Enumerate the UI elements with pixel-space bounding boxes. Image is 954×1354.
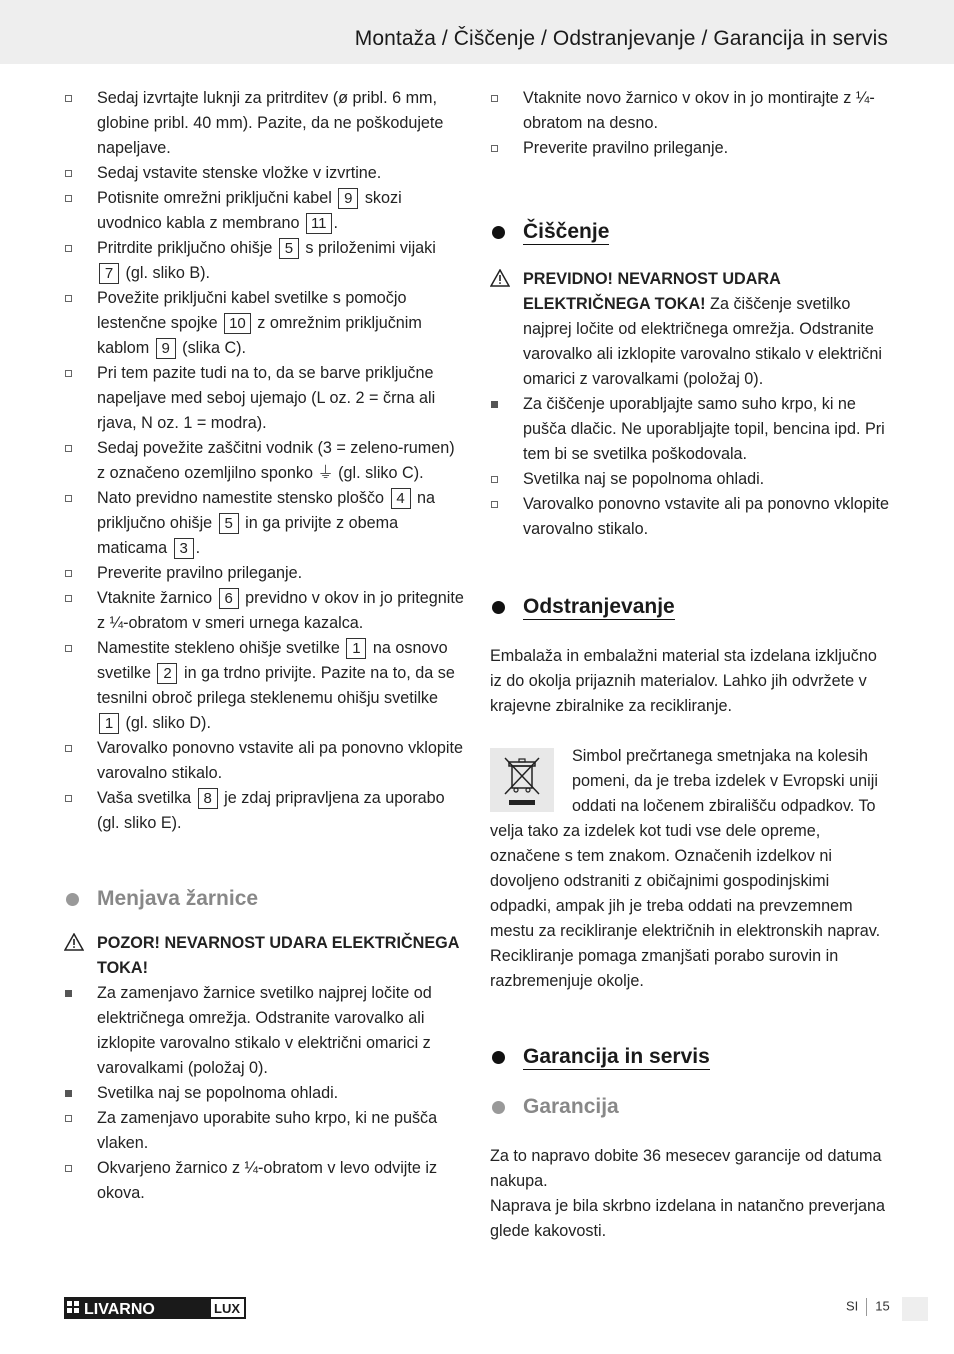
filled-square-bullet-icon [491, 401, 498, 408]
part-number-box: 2 [157, 663, 177, 684]
page-number: 15 [875, 1298, 890, 1314]
item-text: Preverite pravilno prileganje. [97, 564, 303, 582]
square-bullet-icon [65, 95, 72, 102]
filled-square-bullet-icon [65, 1090, 72, 1097]
item-text: skozi uvodnico kabla z membrano [97, 189, 402, 232]
item-text: Za čiščenje uporabljajte samo suho krpo, ki ne pušča dlačic. Ne uporabljajte topil, bencina ipd. Pri tem bi se svetilka poškodovala. [523, 395, 885, 463]
part-number-box: 1 [346, 638, 366, 659]
square-bullet-icon [65, 645, 72, 652]
part-number-box: 3 [174, 538, 194, 559]
list-item [64, 586, 464, 636]
square-bullet-icon [491, 95, 498, 102]
item-text: s priloženimi vijaki [300, 239, 436, 257]
list-item [64, 1156, 464, 1206]
item-text: Okvarjeno žarnico z ¼-obratom v levo odvijte iz okova. [97, 1159, 438, 1202]
lamp-change-steps-list [64, 981, 464, 1206]
cleaning-heading: Čiščenje [490, 217, 890, 247]
warranty-paragraph-2: Naprava je bila skrbno izdelana in natančno preverjana glede kakovosti. [490, 1197, 886, 1240]
page-number-area [846, 1298, 890, 1316]
right-steps-list [490, 86, 890, 161]
bullet-dot-icon [492, 601, 505, 614]
square-bullet-icon [65, 570, 72, 577]
list-item [64, 981, 464, 1081]
filled-square-bullet-icon [65, 990, 72, 997]
list-item [64, 561, 464, 586]
part-number-box: 4 [391, 488, 411, 509]
crossed-bin-icon [490, 748, 554, 812]
disposal-paragraph: Embalaža in embalažni material sta izdelana izključno iz do okolja prijaznih materialov. Lahko jih odvržete v krajevne zbiralnike za recikliranje. [490, 647, 877, 715]
square-bullet-icon [65, 245, 72, 252]
square-bullet-icon [65, 795, 72, 802]
bullet-dot-icon [66, 893, 79, 906]
list-item [64, 636, 464, 736]
warning-triangle-icon [490, 269, 510, 287]
item-text: Svetilka naj se popolnoma ohladi. [97, 1084, 339, 1102]
right-column [490, 86, 890, 1244]
list-item [490, 136, 890, 161]
list-item [490, 86, 890, 136]
list-item [490, 392, 890, 467]
item-text: Namestite stekleno ohišje svetilke [97, 639, 345, 657]
item-text: (gl. sliko D). [121, 714, 211, 732]
bullet-dot-icon [492, 226, 505, 239]
warranty-paragraph-1: Za to napravo dobite 36 mesecev garancije od datuma nakupa. [490, 1147, 882, 1190]
footer-tab [902, 1297, 928, 1321]
bullet-dot-icon [492, 1101, 505, 1114]
warranty-service-heading: Garancija in servis [490, 1042, 890, 1072]
item-text: . [333, 214, 339, 232]
item-text: Sedaj povežite zaščitni vodnik (3 = zeleno-rumen) z označeno ozemljilno sponko [97, 439, 455, 482]
square-bullet-icon [65, 295, 72, 302]
list-item [64, 436, 464, 486]
square-bullet-icon [491, 476, 498, 483]
item-text: Za zamenjavo uporabite suho krpo, ki ne pušča vlaken. [97, 1109, 438, 1152]
list-item [64, 1081, 464, 1106]
item-text: na priključno ohišje [97, 489, 436, 532]
item-text: Svetilka naj se popolnoma ohladi. [523, 470, 765, 488]
item-text: Povežite priključni kabel svetilke s pomočjo lestenčne spojke [97, 289, 407, 332]
item-text: (gl. sliko B). [121, 264, 211, 282]
square-bullet-icon [65, 445, 72, 452]
item-text: Sedaj vstavite stenske vložke v izvrtine. [97, 164, 382, 182]
item-text: Nato previdno namestite stensko ploščo [97, 489, 389, 507]
list-item [490, 467, 890, 492]
part-number-box: 5 [279, 238, 299, 259]
page-title: Montaža / Čiščenje / Odstranjevanje / Garancija in servis [354, 27, 888, 50]
part-number-box: 6 [219, 588, 239, 609]
page-header [0, 0, 954, 64]
assembly-steps-list [64, 86, 464, 836]
list-item [490, 492, 890, 542]
ground-symbol-icon: ⏚ [317, 464, 334, 482]
item-text: Za zamenjavo žarnice svetilko najprej ločite od električnega omrežja. Odstranite varovalko ali izklopite varovalno stikalo v električni omarici z varovalkami (položaj 0). [97, 984, 432, 1077]
item-text: (gl. sliko C). [333, 464, 424, 482]
list-item [64, 361, 464, 436]
item-text: Vtaknite novo žarnico v okov in jo montirajte z ¼-obratom na desno. [523, 89, 875, 132]
part-number-box: 7 [99, 263, 119, 284]
part-number-box: 9 [156, 338, 176, 359]
list-item [64, 286, 464, 361]
logo-text: LIVARNO [84, 1301, 155, 1318]
square-bullet-icon [65, 1115, 72, 1122]
disposal-heading: Odstranjevanje [490, 592, 890, 622]
list-item [64, 1106, 464, 1156]
list-item [64, 86, 464, 161]
list-item [64, 486, 464, 561]
part-number-box: 9 [338, 188, 358, 209]
item-text: Vtaknite žarnico [97, 589, 217, 607]
square-bullet-icon [65, 170, 72, 177]
part-number-box: 5 [219, 513, 239, 534]
square-bullet-icon [65, 195, 72, 202]
left-column [64, 86, 464, 1206]
weee-paragraph: Simbol prečrtanega smetnjaka na kolesih pomeni, da je treba izdelek v Evropski uniji oddati na ločenem zbirališču odpadkov. To velja tako za izdelek kot tudi vse dele opreme, označene s tem znakom. Označenih izdelkov ni dovoljeno odstraniti z običajnimi gospodinjskimi odpadki, ampak jih je treba oddati na prevzemnem mestu za recikliranje električnih in elektronskih naprav. Recikliranje pomaga zmanjšati porabo surovin in razbremenjuje okolje. [490, 747, 881, 990]
lamp-warning: POZOR! NEVARNOST UDARA ELEKTRIČNEGA TOKA! [64, 931, 464, 981]
square-bullet-icon [65, 1165, 72, 1172]
warning-triangle-icon [64, 933, 84, 951]
item-text: (slika C). [177, 339, 247, 357]
square-bullet-icon [491, 501, 498, 508]
item-text: Sedaj izvrtajte luknji za pritrditev (ø pribl. 6 mm, globine pribl. 40 mm). Pazite, da ne poškodujete napeljave. [97, 89, 444, 157]
item-text: in ga privijte z obema maticama [97, 514, 399, 557]
cleaning-steps-list [490, 392, 890, 542]
list-item [64, 186, 464, 236]
item-text: na osnovo svetilke [97, 639, 448, 682]
item-text: Varovalko ponovno vstavite ali pa ponovno vklopite varovalno stikalo. [523, 495, 889, 538]
list-item [64, 161, 464, 186]
bullet-dot-icon [492, 1051, 505, 1064]
item-text: Varovalko ponovno vstavite ali pa ponovno vklopite varovalno stikalo. [97, 739, 463, 782]
item-text: Potisnite omrežni priključni kabel [97, 189, 337, 207]
item-text: in ga trdno privijte. Pazite na to, da se tesnilni obroč prilega steklenemu ohišju svetilke [97, 664, 455, 707]
square-bullet-icon [65, 370, 72, 377]
item-text: Preverite pravilno prileganje. [523, 139, 729, 157]
cleaning-warning: PREVIDNO! NEVARNOST UDARA ELEKTRIČNEGA TOKA! Za čiščenje svetilko najprej ločite od električnega omrežja. Odstranite varovalko ali izklopite varovalno stikalo v električni omarici z varovalkami (položaj 0). [490, 267, 890, 392]
list-item [64, 786, 464, 836]
language-code: SI [846, 1298, 859, 1314]
item-text: je zdaj pripravljena za uporabo (gl. sliko E). [97, 789, 445, 832]
livarno-lux-logo [64, 1297, 246, 1323]
divider [866, 1298, 867, 1316]
logo-sub-text: LUX [214, 1301, 240, 1316]
list-item [64, 236, 464, 286]
square-bullet-icon [491, 145, 498, 152]
square-bullet-icon [65, 595, 72, 602]
part-number-box: 8 [198, 788, 218, 809]
item-text: previdno v okov in jo pritegnite z ¼-obratom v smeri urnega kazalca. [97, 589, 464, 632]
item-text: z omrežnim priključnim kablom [97, 314, 422, 357]
list-item [64, 736, 464, 786]
weee-block [490, 744, 890, 994]
part-number-box: 1 [99, 713, 119, 734]
part-number-box: 11 [306, 213, 332, 234]
part-number-box: 10 [224, 313, 251, 334]
lamp-change-heading: Menjava žarnice [64, 884, 464, 914]
square-bullet-icon [65, 745, 72, 752]
item-text: Vaša svetilka [97, 789, 196, 807]
item-text: Pritrdite priključno ohišje [97, 239, 277, 257]
item-text: Pri tem pazite tudi na to, da se barve priključne napeljave med seboj ujemajo (L oz. 2 = črna ali rjava, N oz. 1 = modra). [97, 364, 436, 432]
square-bullet-icon [65, 495, 72, 502]
item-text: . [195, 539, 201, 557]
warranty-subheading: Garancija [490, 1092, 890, 1122]
